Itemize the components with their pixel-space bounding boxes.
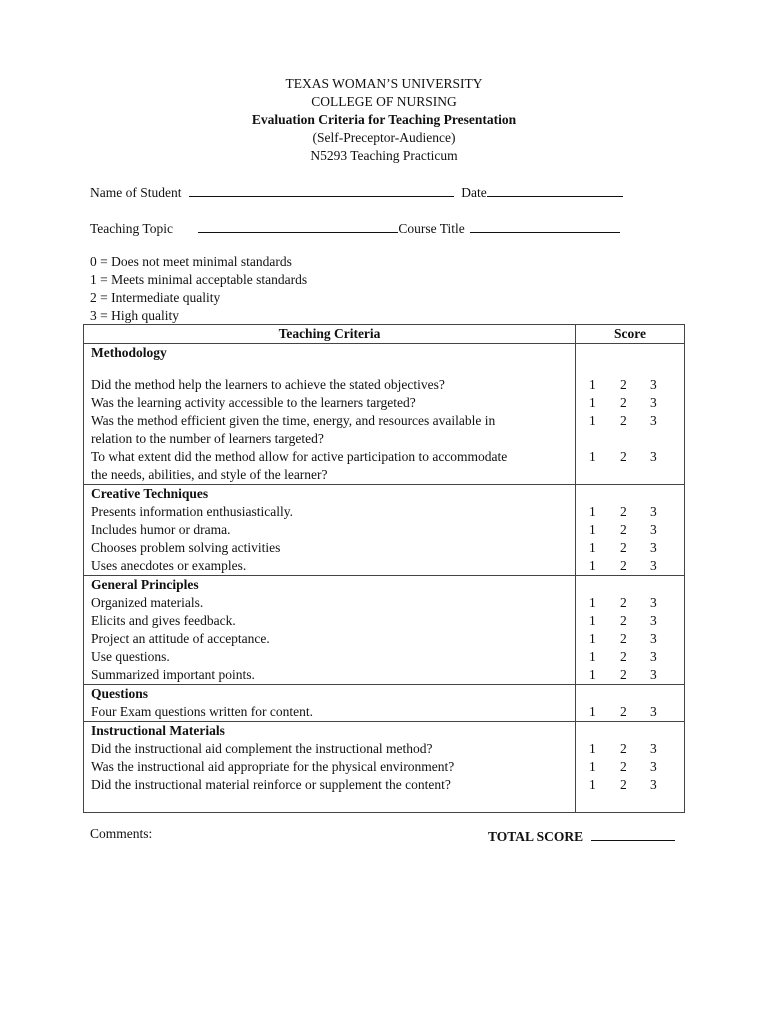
score-option-1[interactable]: 1 — [589, 522, 596, 537]
score-option-2[interactable]: 2 — [620, 377, 627, 392]
score-option-3[interactable]: 3 — [650, 595, 657, 610]
criteria-table — [83, 324, 685, 813]
score-option-3[interactable]: 3 — [650, 777, 657, 792]
score-option-1[interactable]: 1 — [589, 504, 596, 519]
score-option-1[interactable]: 1 — [589, 741, 596, 756]
score-option-1[interactable]: 1 — [589, 649, 596, 664]
criterion-text: Did the method help the learners to achieve the stated objectives? — [91, 377, 445, 392]
score-cell — [576, 576, 685, 685]
form-header — [0, 75, 768, 165]
score-options — [576, 776, 684, 794]
criterion-text: the needs, abilities, and style of the learner? — [91, 467, 328, 482]
score-option-2[interactable]: 2 — [620, 595, 627, 610]
criterion-text: Use questions. — [91, 649, 170, 664]
score-option-3[interactable]: 3 — [650, 413, 657, 428]
score-option-1[interactable]: 1 — [589, 449, 596, 464]
score-option-2[interactable]: 2 — [620, 395, 627, 410]
score-option-2[interactable]: 2 — [620, 413, 627, 428]
criterion-text: Organized materials. — [91, 595, 204, 610]
score-option-1[interactable]: 1 — [589, 377, 596, 392]
score-options — [576, 557, 684, 575]
score-options — [576, 503, 684, 521]
criteria-section — [84, 485, 685, 576]
score-option-3[interactable]: 3 — [650, 540, 657, 555]
score-options — [576, 412, 684, 430]
score-option-3[interactable]: 3 — [650, 649, 657, 664]
score-option-1[interactable]: 1 — [589, 667, 596, 682]
score-option-1[interactable]: 1 — [589, 558, 596, 573]
score-option-1[interactable]: 1 — [589, 631, 596, 646]
score-option-1[interactable]: 1 — [589, 395, 596, 410]
score-option-1[interactable]: 1 — [589, 759, 596, 774]
total-score-label: TOTAL SCORE — [488, 829, 584, 844]
criterion-text: Includes humor or drama. — [91, 522, 231, 537]
form-title: Evaluation Criteria for Teaching Presentation — [251, 112, 517, 127]
score-option-2[interactable]: 2 — [620, 449, 627, 464]
criterion-text: Uses anecdotes or examples. — [91, 558, 247, 573]
score-option-3[interactable]: 3 — [650, 631, 657, 646]
criteria-cell — [84, 722, 576, 813]
score-option-3[interactable]: 3 — [650, 395, 657, 410]
total-score-field[interactable] — [591, 826, 675, 841]
course-title-label: Course Title — [398, 221, 465, 236]
date-field[interactable] — [487, 182, 623, 197]
score-options — [576, 594, 684, 612]
criterion-text: Chooses problem solving activities — [91, 540, 281, 555]
score-option-2[interactable]: 2 — [620, 558, 627, 573]
score-option-2[interactable]: 2 — [620, 613, 627, 628]
course-code: N5293 Teaching Practicum — [310, 148, 458, 163]
score-option-1[interactable]: 1 — [589, 413, 596, 428]
score-cell — [576, 722, 685, 813]
score-options — [576, 612, 684, 630]
criterion-text: Presents information enthusiastically. — [91, 504, 293, 519]
score-options — [576, 521, 684, 539]
score-option-3[interactable]: 3 — [650, 522, 657, 537]
student-date-row — [90, 182, 623, 201]
criterion-text: Elicits and gives feedback. — [91, 613, 236, 628]
score-cell — [576, 685, 685, 722]
score-option-2[interactable]: 2 — [620, 504, 627, 519]
course-title-field[interactable] — [470, 218, 620, 233]
criterion-text: Summarized important points. — [91, 667, 255, 682]
section-title: Creative Techniques — [91, 486, 209, 501]
legend-item: 2 = Intermediate quality — [90, 290, 221, 305]
score-option-2[interactable]: 2 — [620, 704, 627, 719]
score-options — [576, 630, 684, 648]
form-subtitle: (Self-Preceptor-Audience) — [312, 130, 456, 145]
section-title: Questions — [91, 686, 149, 701]
criteria-column-header: Teaching Criteria — [84, 325, 576, 344]
legend-item: 3 = High quality — [90, 308, 179, 323]
section-title: Methodology — [91, 345, 167, 360]
score-option-1[interactable]: 1 — [589, 613, 596, 628]
criterion-text: Did the instructional material reinforce or supplement the content? — [91, 777, 451, 792]
score-legend — [90, 253, 307, 325]
legend-item: 0 = Does not meet minimal standards — [90, 254, 292, 269]
score-cell — [576, 485, 685, 576]
score-option-3[interactable]: 3 — [650, 704, 657, 719]
comments-label: Comments: — [90, 826, 153, 841]
score-option-3[interactable]: 3 — [650, 449, 657, 464]
criteria-section — [84, 722, 685, 813]
score-option-2[interactable]: 2 — [620, 759, 627, 774]
score-option-3[interactable]: 3 — [650, 759, 657, 774]
score-option-3[interactable]: 3 — [650, 377, 657, 392]
student-name-field[interactable] — [189, 182, 454, 197]
criterion-text: Was the method efficient given the time, energy, and resources available in — [91, 413, 496, 428]
score-option-1[interactable]: 1 — [589, 595, 596, 610]
date-label: Date — [461, 185, 487, 200]
criterion-text: Project an attitude of acceptance. — [91, 631, 270, 646]
score-option-2[interactable]: 2 — [620, 667, 627, 682]
teaching-topic-field[interactable] — [198, 218, 398, 233]
score-option-3[interactable]: 3 — [650, 558, 657, 573]
student-name-label: Name of Student — [90, 185, 182, 200]
criterion-text: Did the instructional aid complement the instructional method? — [91, 741, 433, 756]
criterion-text: Was the instructional aid appropriate for the physical environment? — [91, 759, 455, 774]
score-options — [576, 666, 684, 684]
teaching-topic-label: Teaching Topic — [90, 221, 173, 236]
score-options — [576, 394, 684, 412]
score-option-2[interactable]: 2 — [620, 540, 627, 555]
score-options — [576, 376, 684, 394]
total-score — [488, 826, 675, 845]
score-options — [576, 539, 684, 557]
criteria-cell — [84, 344, 576, 485]
score-option-1[interactable]: 1 — [589, 540, 596, 555]
score-option-3[interactable]: 3 — [650, 667, 657, 682]
section-title: Instructional Materials — [91, 723, 225, 738]
score-cell — [576, 344, 685, 485]
score-option-3[interactable]: 3 — [650, 504, 657, 519]
score-option-2[interactable]: 2 — [620, 649, 627, 664]
criterion-text: Four Exam questions written for content. — [91, 704, 313, 719]
criteria-section — [84, 344, 685, 485]
score-options — [576, 703, 684, 721]
score-options — [576, 740, 684, 758]
score-options — [576, 648, 684, 666]
score-column-header: Score — [576, 325, 685, 344]
score-option-1[interactable]: 1 — [589, 704, 596, 719]
criteria-section — [84, 685, 685, 722]
section-title: General Principles — [91, 577, 199, 592]
criteria-cell — [84, 576, 576, 685]
criterion-text: Was the learning activity accessible to the learners targeted? — [91, 395, 416, 410]
college-name: COLLEGE OF NURSING — [311, 94, 457, 109]
criteria-cell — [84, 485, 576, 576]
score-option-2[interactable]: 2 — [620, 741, 627, 756]
topic-course-row — [90, 218, 620, 237]
legend-item: 1 = Meets minimal acceptable standards — [90, 272, 308, 287]
score-options — [576, 448, 684, 466]
university-name: TEXAS WOMAN’S UNIVERSITY — [285, 76, 483, 91]
criterion-text: To what extent did the method allow for active participation to accommodate — [91, 449, 508, 464]
criteria-cell — [84, 685, 576, 722]
criterion-text: relation to the number of learners targeted? — [91, 431, 324, 446]
score-options — [576, 758, 684, 776]
score-option-2[interactable]: 2 — [620, 522, 627, 537]
criteria-section — [84, 576, 685, 685]
score-option-1[interactable]: 1 — [589, 777, 596, 792]
score-option-3[interactable]: 3 — [650, 741, 657, 756]
score-option-3[interactable]: 3 — [650, 613, 657, 628]
score-option-2[interactable]: 2 — [620, 631, 627, 646]
score-option-2[interactable]: 2 — [620, 777, 627, 792]
